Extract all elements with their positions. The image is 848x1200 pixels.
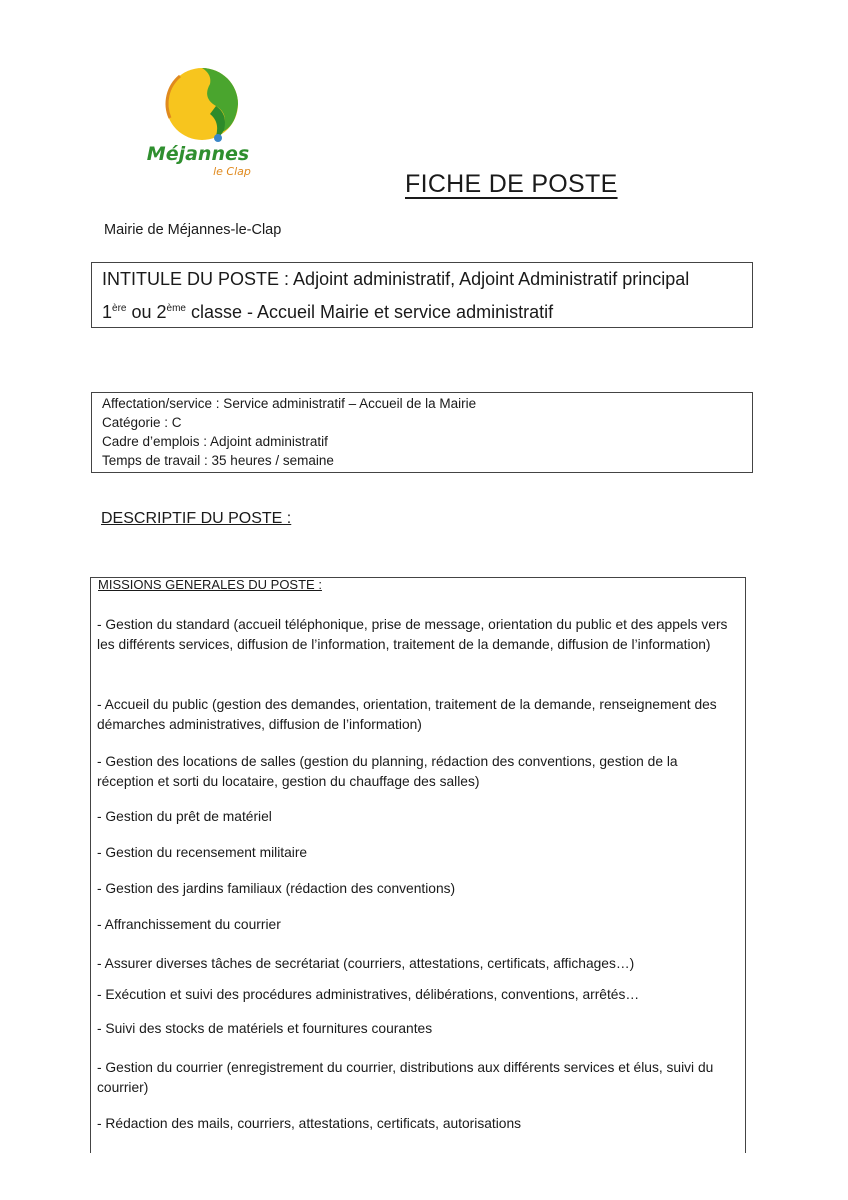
svg-text:le Clap: le Clap (213, 165, 251, 178)
job-title-line-2: 1ère ou 2ème classe - Accueil Mairie et service administratif (102, 302, 554, 322)
mission-item: - Gestion du recensement militaire (97, 845, 308, 860)
assignment-working-time: Temps de travail : 35 heures / semaine (102, 453, 334, 468)
job-title-box (91, 262, 753, 328)
mission-item: - Affranchissement du courrier (97, 917, 281, 932)
svg-text:Méjannes: Méjannes (146, 143, 250, 165)
assignment-box (91, 392, 753, 473)
missions-heading: MISSIONS GENERALES DU POSTE : (98, 577, 322, 592)
mission-item: - Assurer diverses tâches de secrétariat (courriers, attestations, certificats, affichages…) (97, 956, 635, 971)
document-title: FICHE DE POSTE (405, 170, 618, 198)
mission-item: - Accueil du public (gestion des demandes, orientation, traitement de la demande, renseignement des démarches administratives, diffusion de l’information) (97, 697, 717, 732)
mission-item: - Suivi des stocks de matériels et fournitures courantes (97, 1021, 433, 1036)
mission-item: - Exécution et suivi des procédures administratives, délibérations, conventions, arrêtés… (97, 987, 640, 1002)
mission-item: - Gestion du courrier (enregistrement du courrier, distributions aux différents services et élus, suivi du courrier) (97, 1060, 714, 1095)
mission-item: - Rédaction des mails, courriers, attestations, certificats, autorisations (97, 1116, 522, 1131)
mission-item: - Gestion du prêt de matériel (97, 809, 272, 824)
mission-item: - Gestion des locations de salles (gestion du planning, rédaction des conventions, gestion de la réception et sorti du locataire, gestion du chauffage des salles) (97, 754, 678, 789)
section-heading-descriptif: DESCRIPTIF DU POSTE : (101, 510, 292, 527)
organization-name: Mairie de Méjannes-le-Clap (104, 222, 282, 238)
mission-item: - Gestion des jardins familiaux (rédaction des conventions) (97, 881, 456, 896)
assignment-service: Affectation/service : Service administratif – Accueil de la Mairie (102, 396, 477, 411)
assignment-employment-frame: Cadre d’emplois : Adjoint administratif (102, 434, 328, 449)
mission-item: - Gestion du standard (accueil téléphonique, prise de message, orientation du public et des appels vers les différents services, diffusion de l’information, traitement de la demande, diffusion de l’information) (97, 617, 728, 652)
job-title-line-1: INTITULE DU POSTE : Adjoint administratif, Adjoint Administratif principal (102, 269, 690, 289)
mejannes-le-clap-logo (140, 56, 260, 182)
assignment-category: Catégorie : C (102, 415, 182, 430)
